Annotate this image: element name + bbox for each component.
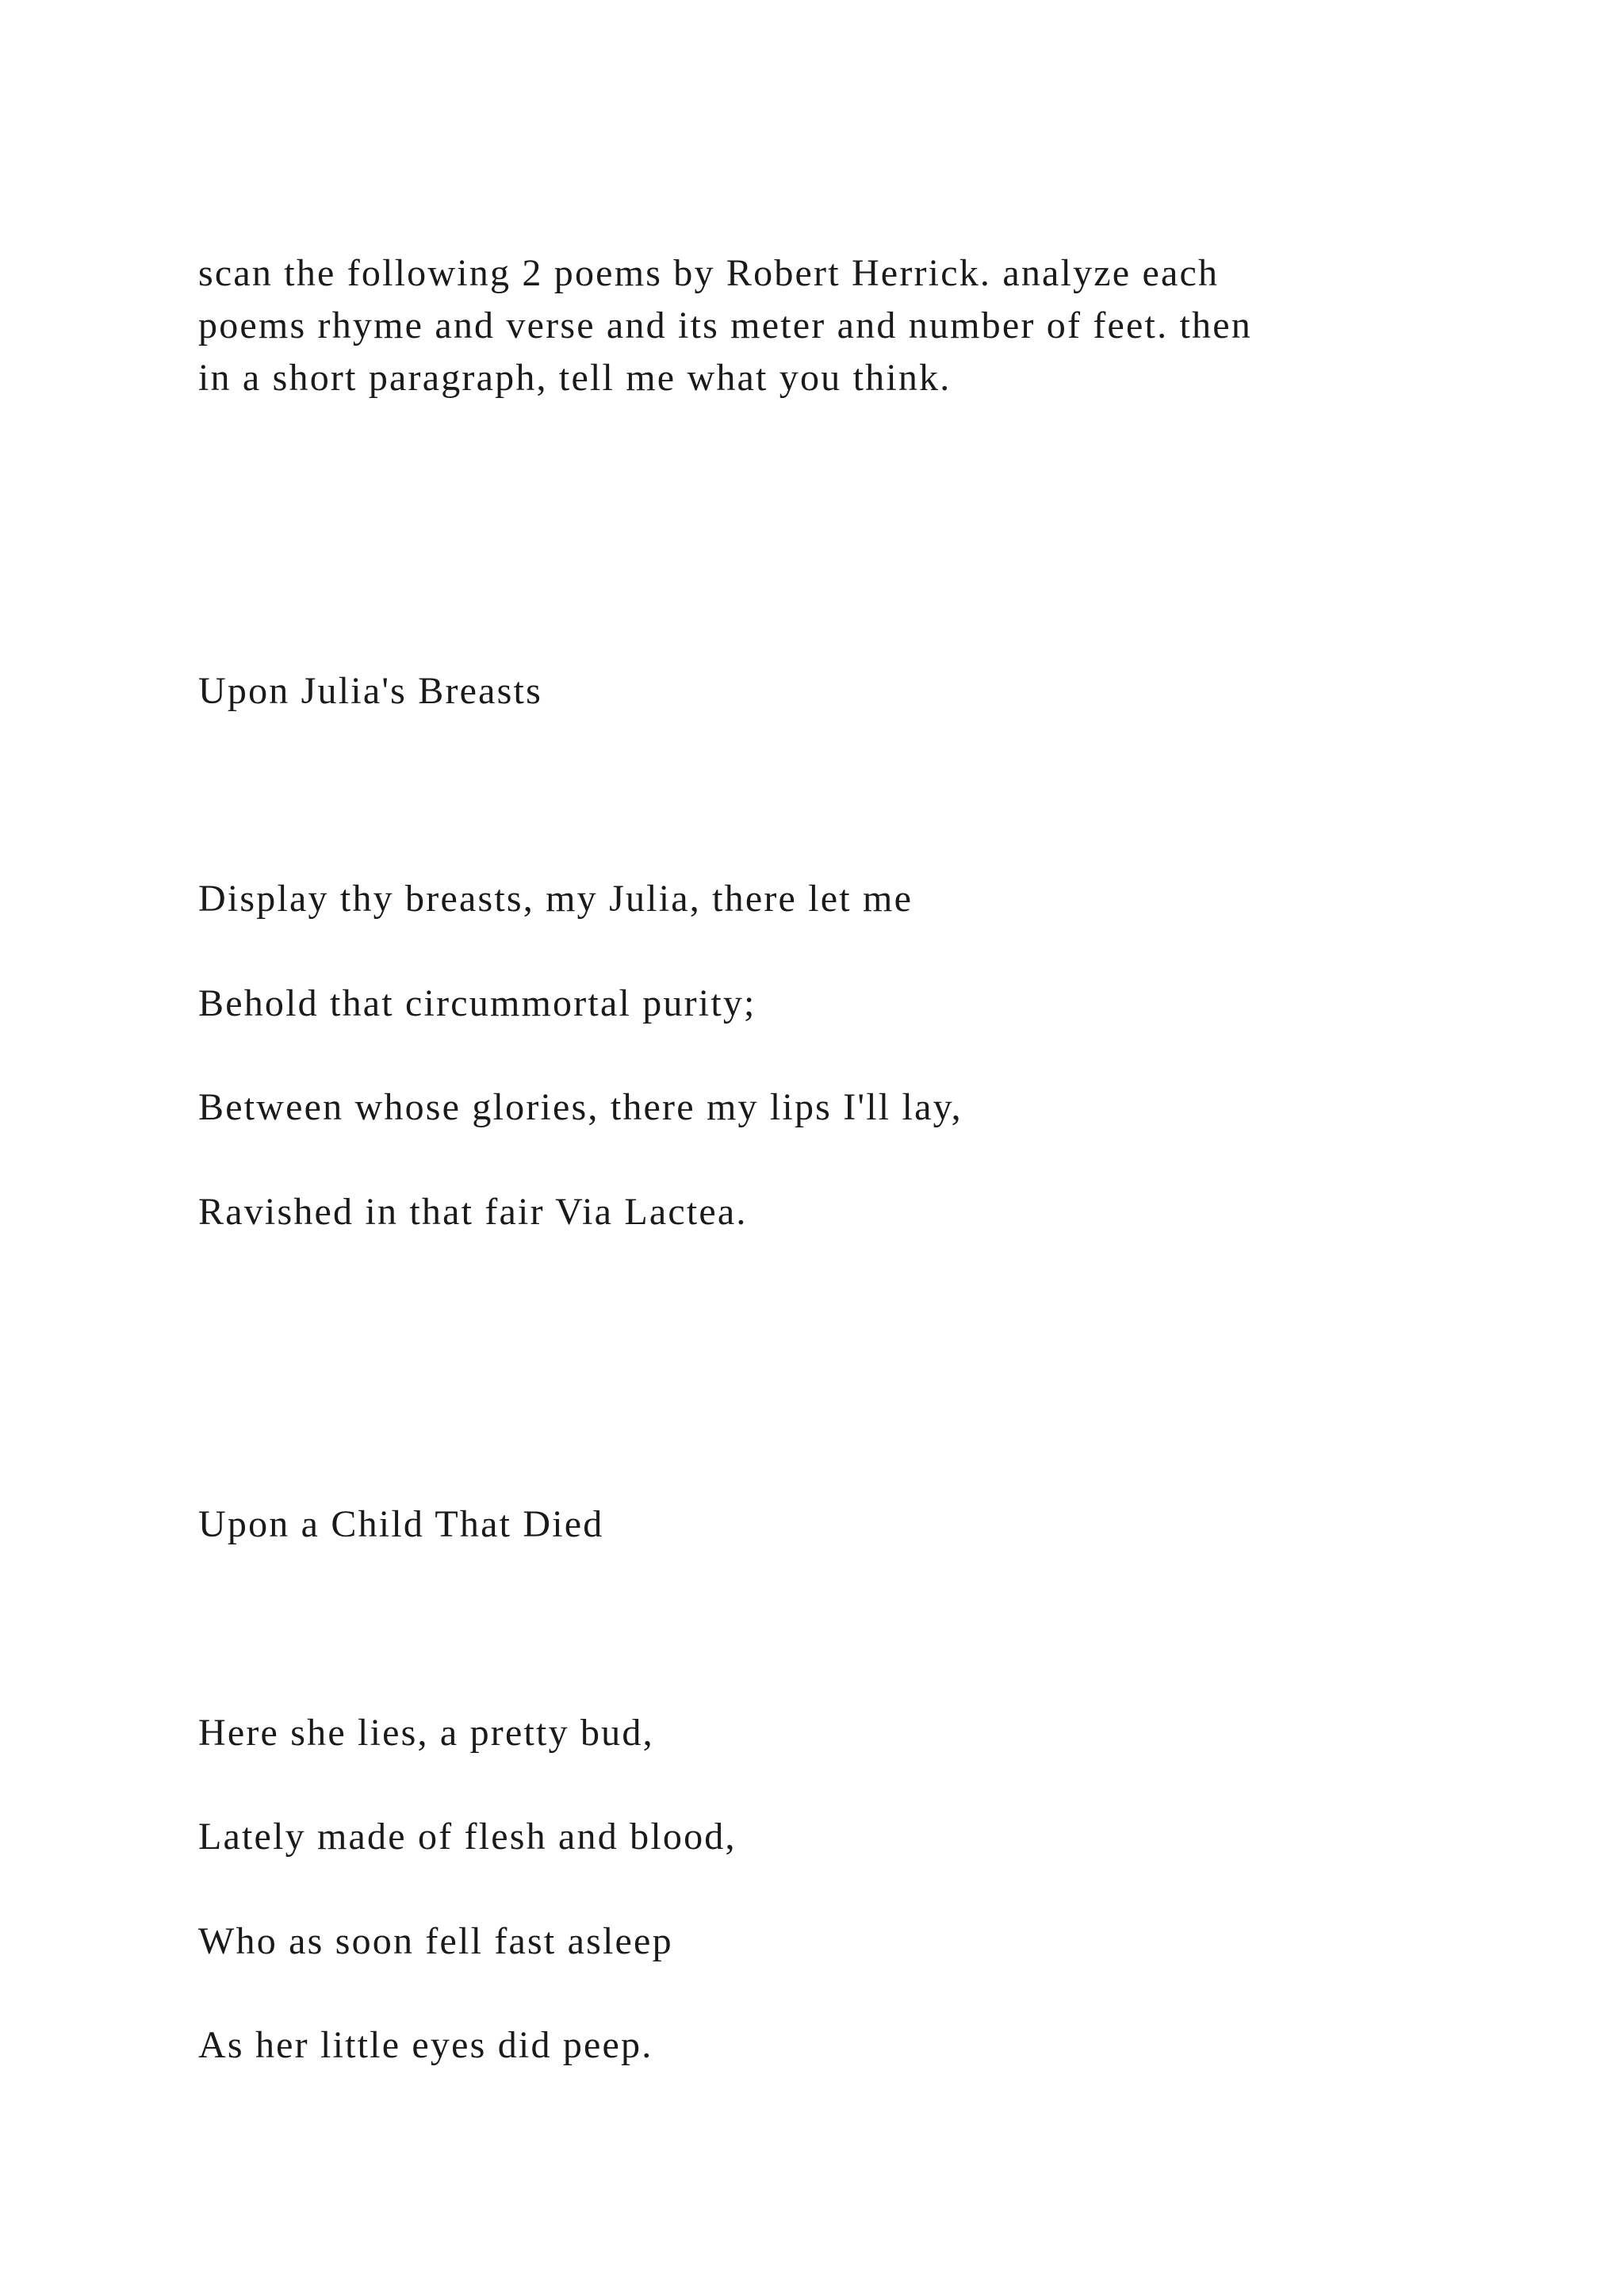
instruction-line: in a short paragraph, tell me what you think.	[198, 357, 952, 399]
assignment-instructions	[198, 247, 1435, 404]
poem-2-title: Upon a Child That Died	[198, 1503, 604, 1545]
poem-1-title: Upon Julia's Breasts	[198, 670, 542, 712]
poem-2-line: Who as soon fell fast asleep	[198, 1920, 673, 1962]
poem-2-line: Here she lies, a pretty bud,	[198, 1712, 654, 1754]
poem-1-line: Ravished in that fair Via Lactea.	[198, 1191, 748, 1233]
instruction-line: poems rhyme and verse and its meter and number of feet. then	[198, 304, 1252, 346]
poem-1-line: Behold that circummortal purity;	[198, 982, 756, 1024]
poem-1-line: Between whose glories, there my lips I'll lay,	[198, 1086, 963, 1128]
poem-2-line: As her little eyes did peep.	[198, 2024, 653, 2066]
poem-1-line: Display thy breasts, my Julia, there let me	[198, 878, 914, 920]
poem-2-line: Lately made of flesh and blood,	[198, 1816, 737, 1858]
instruction-line: scan the following 2 poems by Robert Herrick. analyze each	[198, 252, 1220, 294]
